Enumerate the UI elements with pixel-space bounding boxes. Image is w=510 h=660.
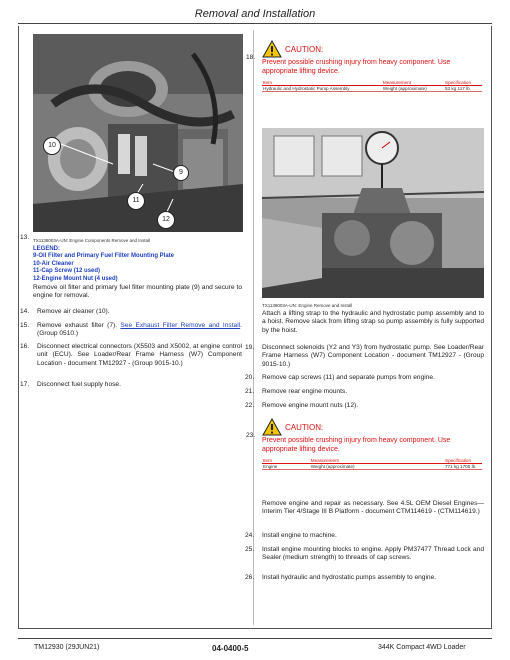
callout-9: 9 [173, 165, 189, 181]
footer-doc-id: TM12930 (29JUN21) [34, 644, 100, 651]
legend-block [33, 246, 243, 283]
legend-title: LEGEND: [33, 246, 60, 252]
warning-triangle-icon [262, 418, 282, 436]
step-13-number: 13. [20, 234, 30, 241]
caution-1-text: Prevent possible crushing injury from heavy component. Use appropriate lifting device. [262, 59, 451, 75]
legend-item: 11-Cap Screw (12 used) [33, 268, 101, 275]
footer-product: 344K Compact 4WD Loader [378, 644, 466, 651]
warning-triangle-icon [262, 40, 282, 58]
caution-1-head: CAUTION: [285, 44, 324, 54]
caution-1 [262, 40, 484, 92]
caution-2-text: Prevent possible crushing injury from heavy component. Use appropriate lifting device. [262, 437, 451, 453]
legend-item: 10-Air Cleaner [33, 260, 74, 267]
caution-2-head: CAUTION: [285, 422, 324, 432]
callout-12: 12 [157, 211, 175, 229]
callout-10: 10 [43, 137, 61, 155]
spec-table-1: Item Measurement Specification Hydraulic and Hydrostatic Pump Assembly Weight (approximate) 53 kg 117 lb. [262, 80, 482, 92]
callout-11: 11 [127, 192, 145, 210]
footer-page-number: 04-0400-5 [212, 644, 249, 653]
legend-item: 12-Engine Mount Nut (4 used) [33, 275, 118, 282]
photo1-caption: TX1138003A-UN: Engine Components Remove and Install [33, 238, 150, 243]
legend-item: 9-Oil Filter and Primary Fuel Filter Mounting Plate [33, 253, 175, 260]
footer-rule [18, 638, 492, 639]
engine-components-photo [33, 34, 243, 232]
caution-2 [262, 418, 484, 470]
photo2-caption: TX1138003A-UN: Engine Remove and Install [262, 303, 353, 308]
engine-lift-photo [262, 128, 484, 298]
header-rule [18, 23, 492, 24]
exhaust-filter-link[interactable]: See Exhaust Filter Remove and Install [120, 322, 241, 329]
spec-table-2: Item Measurement Specification Engine Weight (approximate) 771 kg 1700 lb. [262, 458, 482, 470]
step-15: 15. Remove exhaust filter (7). See Exhaust Filter Remove and Install. (Group 0510.) [20, 322, 242, 338]
page-header-title: Removal and Installation [194, 8, 316, 20]
